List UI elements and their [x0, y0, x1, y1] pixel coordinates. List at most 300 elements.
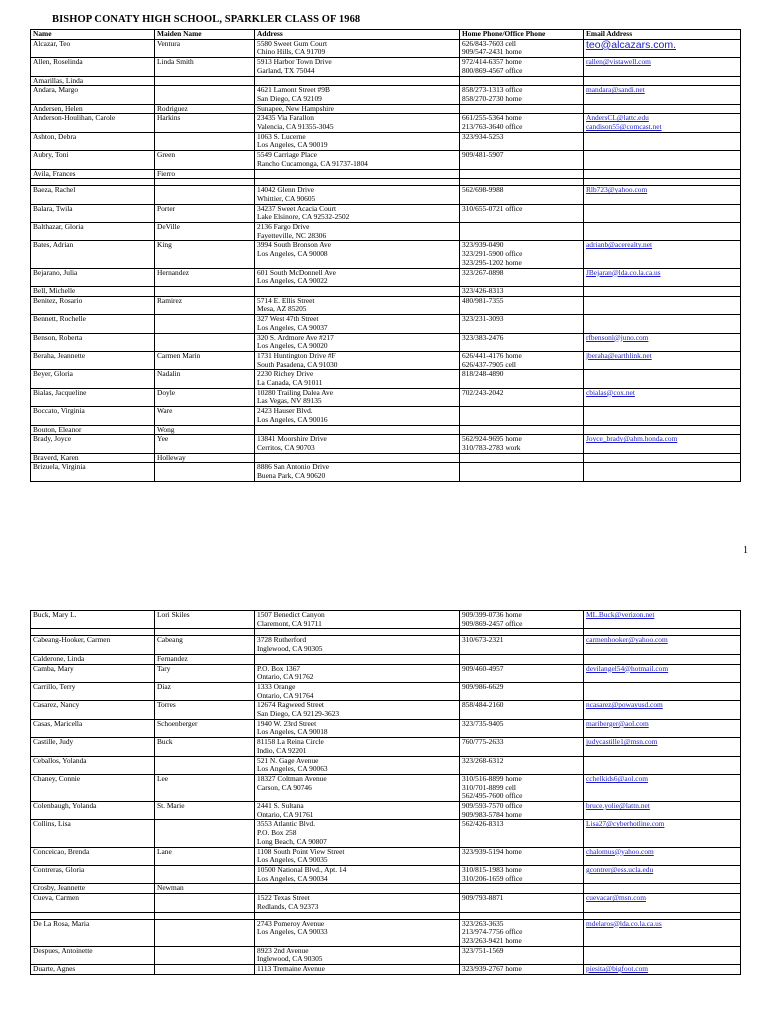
cell-line: 213/763-3640 office [462, 122, 523, 132]
cell-line: 3994 South Bronson Ave [257, 240, 331, 250]
address-cell [255, 407, 460, 425]
address-cell [255, 636, 460, 654]
cell-line: 323/291-5900 office [462, 249, 523, 259]
cell-line: Los Angeles, CA 90037 [257, 322, 328, 332]
cell-line: Inglewood, CA 90305 [257, 644, 323, 654]
phone-cell [460, 738, 584, 756]
cell-line: 323/939-5194 home [462, 847, 522, 856]
maiden-name-cell: King [155, 241, 255, 268]
address-cell [255, 453, 460, 463]
maiden-name-cell [155, 132, 255, 150]
table-row [31, 58, 741, 76]
table-row [31, 664, 741, 682]
cell-line: 858/270-2730 home [462, 93, 522, 103]
email-link[interactable]: ML.Buck@verizon.net [586, 610, 655, 619]
email-cell [584, 946, 741, 964]
name-cell: Cabeang-Hooker, Carmen [31, 636, 155, 654]
cell-line: 909/869-2457 office [462, 618, 523, 628]
cell-line: 10500 National Blvd., Apt. 14 [257, 865, 347, 874]
name-cell: Casas, Maricella [31, 719, 155, 737]
address-cell [255, 611, 460, 629]
cell-line: 323/231-3093 [462, 314, 504, 324]
email-cell [584, 894, 741, 912]
cell-line: 10280 Trailing Dalea Ave [257, 388, 334, 397]
cell-line: 521 N. Gage Avenue [257, 756, 319, 765]
phone-cell [460, 701, 584, 719]
name-cell: De La Rosa, Maria [31, 919, 155, 946]
phone-cell [460, 654, 584, 664]
address-cell [255, 425, 460, 435]
cell-line: 327 West 47th Street [257, 314, 319, 324]
address-cell [255, 774, 460, 801]
address-cell [255, 370, 460, 388]
maiden-name-cell: Yee [155, 435, 255, 453]
address-cell [255, 268, 460, 286]
maiden-name-cell: Holleway [155, 453, 255, 463]
blank-row [31, 912, 741, 919]
name-cell: Braverd, Karen [31, 453, 155, 463]
maiden-name-cell [155, 865, 255, 883]
maiden-name-cell: Buck [155, 738, 255, 756]
address-cell [255, 946, 460, 964]
table-row [31, 370, 741, 388]
maiden-name-cell: Doyle [155, 388, 255, 406]
maiden-name-cell [155, 186, 255, 204]
cell-line: 818/248-4890 [462, 369, 504, 379]
email-link[interactable]: mariberger@aol.com [586, 719, 649, 728]
phone-cell [460, 820, 584, 847]
cell-line: 562/426-8313 [462, 819, 504, 829]
name-cell: Amarillas, Linda [31, 76, 155, 86]
cell-line: 909/547-2431 home [462, 47, 522, 57]
table-header-row [31, 30, 741, 40]
name-cell: Buck, Mary L. [31, 611, 155, 629]
phone-cell [460, 894, 584, 912]
email-cell [584, 114, 741, 132]
phone-cell [460, 946, 584, 964]
cell-line: Redlands, CA 92373 [257, 901, 319, 911]
email-cell [584, 86, 741, 104]
email-cell [584, 847, 741, 865]
table-row [31, 802, 741, 820]
email-cell [584, 636, 741, 654]
email-cell [584, 370, 741, 388]
email-cell [584, 435, 741, 453]
email-link[interactable]: AndersCL@lattc.edu [586, 113, 649, 123]
name-cell: Anderson-Houlihan, Carole [31, 114, 155, 132]
email-link[interactable]: mdelaros@lda.co.la.ca.us [586, 919, 662, 928]
cell-line: 323/268-6312 [462, 756, 504, 765]
phone-cell [460, 664, 584, 682]
cell-line: 972/414-6357 home [462, 57, 522, 67]
address-cell [255, 682, 460, 700]
phone-cell [460, 58, 584, 76]
table-row [31, 333, 741, 351]
phone-cell [460, 86, 584, 104]
email-link[interactable]: piesita@bigfoot.com [586, 964, 649, 974]
phone-cell [460, 965, 584, 975]
email-link[interactable]: teo@alcazars.com. [586, 39, 677, 51]
email-link[interactable]: rfbensonl@juno.com [586, 333, 649, 342]
phone-cell [460, 611, 584, 629]
cell-line: Ontario, CA 91762 [257, 672, 314, 682]
cell-line: 310/206-1659 office [462, 873, 523, 883]
email-cell [584, 820, 741, 847]
cell-line: 909/460-4957 [462, 664, 504, 673]
table-row [31, 151, 741, 169]
email-link[interactable]: devilangel54@hotmail.com [586, 664, 669, 673]
email-link[interactable]: Rlb723@yahoo.com [586, 185, 648, 195]
table-row [31, 946, 741, 964]
cell-line: 310/701-8899 cell [462, 782, 516, 792]
phone-cell [460, 847, 584, 865]
phone-cell [460, 425, 584, 435]
cell-line: 323/267-0898 [462, 268, 504, 277]
cell-line: Fayetteville, NC 28306 [257, 230, 327, 240]
maiden-name-cell [155, 333, 255, 351]
maiden-name-cell [155, 756, 255, 774]
cell-line: 12674 Ragweed Street [257, 700, 324, 710]
table-row [31, 286, 741, 296]
address-cell [255, 223, 460, 241]
address-cell [255, 204, 460, 222]
cell-line: 323/383-2476 [462, 333, 504, 342]
cell-line: 323/735-9405 [462, 719, 504, 728]
name-cell: Balara, Twila [31, 204, 155, 222]
email-cell [584, 701, 741, 719]
name-cell: Beyer, Gloria [31, 370, 155, 388]
email-cell [584, 425, 741, 435]
name-cell: Balthazar, Gloria [31, 223, 155, 241]
cell-line: 23435 Via Farallon [257, 113, 314, 123]
name-cell: Bialas, Jacqueline [31, 388, 155, 406]
name-cell: Conceicao, Brenda [31, 847, 155, 865]
cell-line: Inglewood, CA 90305 [257, 954, 323, 964]
column-header-name: Name [31, 30, 155, 40]
address-cell [255, 333, 460, 351]
cell-line: Ontario, CA 91761 [257, 809, 314, 819]
table-row [31, 39, 741, 57]
cell-line: 2230 Richey Drive [257, 369, 314, 379]
email-cell [584, 865, 741, 883]
cell-line: 480/981-7355 [462, 296, 504, 305]
phone-cell [460, 407, 584, 425]
cell-line: Los Angeles, CA 90020 [257, 341, 328, 351]
address-cell [255, 820, 460, 847]
table-row [31, 104, 741, 114]
maiden-name-cell: Newman [155, 884, 255, 894]
name-cell: Cueva, Carmen [31, 894, 155, 912]
name-cell: Benson, Roberta [31, 333, 155, 351]
phone-cell [460, 315, 584, 333]
column-header-phone: Home Phone/Office Phone [460, 30, 584, 40]
blank-cell [584, 179, 741, 186]
email-cell [584, 186, 741, 204]
phone-cell [460, 774, 584, 801]
address-cell [255, 39, 460, 57]
table-row [31, 847, 741, 865]
email-cell [584, 884, 741, 894]
cell-line: Cerritos, CA 90703 [257, 442, 315, 452]
phone-cell [460, 636, 584, 654]
maiden-name-cell [155, 894, 255, 912]
cell-line: 1063 S. Lucerne [257, 132, 306, 141]
name-cell: Allen, Roselinda [31, 58, 155, 76]
email-cell [584, 664, 741, 682]
maiden-name-cell: Ware [155, 407, 255, 425]
phone-cell [460, 435, 584, 453]
cell-line: 2441 S. Sultana [257, 801, 304, 811]
table-row [31, 738, 741, 756]
blank-cell [460, 912, 584, 919]
cell-line: 562/924-9695 home [462, 434, 522, 444]
cell-line: Ontario, CA 91764 [257, 690, 314, 700]
cell-line: Rancho Cucamonga, CA 91737-1804 [257, 158, 368, 168]
cell-line: 323/295-1202 home [462, 257, 522, 267]
address-cell [255, 463, 460, 481]
cell-line: 626/843-7603 cell [462, 39, 516, 48]
cell-line: Sunapee, New Hampshire [257, 104, 334, 113]
email-cell [584, 58, 741, 76]
phone-cell [460, 186, 584, 204]
email-link[interactable]: jberaha@earthlink.net [586, 351, 652, 360]
address-cell [255, 151, 460, 169]
cell-line: 858/273-1313 office [462, 85, 523, 95]
email-link[interactable]: Lisa27@cyberhotline.com [586, 819, 665, 829]
address-cell [255, 296, 460, 314]
email-link[interactable]: mandara@sandi.net [586, 85, 645, 95]
cell-line: 13841 Moorshire Drive [257, 434, 327, 444]
address-cell [255, 132, 460, 150]
name-cell: Casarez, Nancy [31, 701, 155, 719]
maiden-name-cell [155, 86, 255, 104]
maiden-name-cell: Rodriguez [155, 104, 255, 114]
cell-line: 3728 Rutherford [257, 635, 307, 645]
name-cell: Boccato, Virginia [31, 407, 155, 425]
table-row [31, 315, 741, 333]
blank-cell [155, 629, 255, 636]
cell-line: 323/934-5253 [462, 132, 504, 141]
table-row [31, 76, 741, 86]
email-cell [584, 388, 741, 406]
email-cell [584, 104, 741, 114]
phone-cell [460, 388, 584, 406]
cell-line: 1731 Huntington Drive #F [257, 351, 336, 360]
email-cell [584, 333, 741, 351]
table-row [31, 774, 741, 801]
name-cell: Avila, Frances [31, 169, 155, 179]
email-cell [584, 351, 741, 369]
maiden-name-cell: Fernandez [155, 654, 255, 664]
table-row [31, 463, 741, 481]
table-row [31, 820, 741, 847]
maiden-name-cell: Lane [155, 847, 255, 865]
address-cell [255, 286, 460, 296]
address-cell [255, 701, 460, 719]
phone-cell [460, 719, 584, 737]
cell-line: 3553 Atlantic Blvd. [257, 819, 316, 829]
address-cell [255, 965, 460, 975]
phone-cell [460, 351, 584, 369]
cell-line: 14042 Glenn Drive [257, 185, 315, 195]
maiden-name-cell: Ramirez [155, 296, 255, 314]
email-cell [584, 802, 741, 820]
maiden-name-cell: Fierro [155, 169, 255, 179]
blank-cell [31, 179, 155, 186]
email-link[interactable]: rallen@vistawell.com [586, 57, 651, 67]
email-link[interactable]: chalomus@yahoo.com [586, 847, 654, 856]
email-link[interactable]: adrianb@acerealty.net [586, 240, 653, 250]
document-title: BISHOP CONATY HIGH SCHOOL, SPARKLER CLASS OF 1968 [52, 14, 361, 25]
blank-cell [460, 179, 584, 186]
email-cell [584, 463, 741, 481]
email-link[interactable]: judycastille1@msn.com [586, 737, 658, 747]
address-cell [255, 894, 460, 912]
maiden-name-cell: Porter [155, 204, 255, 222]
phone-cell [460, 865, 584, 883]
phone-cell [460, 286, 584, 296]
name-cell: Calderone, Linda [31, 654, 155, 664]
cell-line: 626/437-7905 cell [462, 359, 516, 369]
cell-line: South Pasadena, CA 91030 [257, 359, 338, 369]
table-row [31, 86, 741, 104]
cell-line: 1940 W. 23rd Street [257, 719, 317, 728]
maiden-name-cell [155, 76, 255, 86]
address-cell [255, 104, 460, 114]
phone-cell [460, 104, 584, 114]
cell-line: Los Angeles, CA 90008 [257, 249, 328, 259]
cell-line: 5913 Harbor Town Drive [257, 57, 332, 67]
table-row [31, 701, 741, 719]
table-row [31, 169, 741, 179]
email-cell [584, 223, 741, 241]
cell-line: 1113 Tremaine Avenue [257, 964, 325, 974]
name-cell: Ashton, Debra [31, 132, 155, 150]
email-cell [584, 76, 741, 86]
cell-line: San Diego, CA 92129-3623 [257, 709, 340, 719]
cell-line: Buena Park, CA 90620 [257, 471, 326, 481]
email-cell [584, 132, 741, 150]
name-cell: Aubry, Toni [31, 151, 155, 169]
cell-line: 800/869-4567 office [462, 65, 523, 75]
email-link[interactable]: gcontrer@ess.ucla.edu [586, 865, 654, 874]
cell-line: 310/655-0721 office [462, 204, 523, 213]
name-cell: Carrillo, Terry [31, 682, 155, 700]
maiden-name-cell: Harkins [155, 114, 255, 132]
table-row [31, 223, 741, 241]
table-row [31, 351, 741, 369]
cell-line: 213/974-7756 office [462, 927, 523, 937]
cell-line: 5549 Carriage Place [257, 150, 317, 160]
name-cell: Baeza, Rachel [31, 186, 155, 204]
name-cell: Bouton, Eleanor [31, 425, 155, 435]
cell-line: 661/255-5364 home [462, 113, 522, 123]
name-cell: Bennett, Rochelle [31, 315, 155, 333]
blank-cell [460, 629, 584, 636]
cell-line: 81158 La Reina Circle [257, 737, 324, 747]
email-cell [584, 719, 741, 737]
cell-line: San Diego, CA 92109 [257, 93, 322, 103]
phone-cell [460, 204, 584, 222]
maiden-name-cell [155, 463, 255, 481]
table-row [31, 756, 741, 774]
address-cell [255, 756, 460, 774]
email-cell [584, 738, 741, 756]
blank-cell [255, 629, 460, 636]
cell-line: 5580 Sweet Gum Court [257, 39, 328, 48]
email-link[interactable]: candison55@comcast.net [586, 122, 662, 132]
table-row [31, 388, 741, 406]
maiden-name-cell [155, 965, 255, 975]
maiden-name-cell [155, 946, 255, 964]
roster-table-page-2 [30, 610, 741, 975]
email-link[interactable]: JBejaran@lda.co.la.ca.us [586, 268, 661, 277]
phone-cell [460, 756, 584, 774]
cell-line: 320 S. Ardmore Ave #217 [257, 333, 334, 342]
name-cell: Benitez, Rosario [31, 296, 155, 314]
cell-line: 909/986-6629 [462, 682, 504, 691]
email-link[interactable]: cbialas@cox.net [586, 388, 635, 397]
blank-row [31, 179, 741, 186]
cell-line: Las Vegas, NV 89135 [257, 396, 322, 406]
table-row [31, 884, 741, 894]
email-link[interactable]: Joyce_brady@ahm.honda.com [586, 434, 678, 444]
cell-line: 909/481-5907 [462, 150, 504, 160]
email-link[interactable]: ncasarez@powayusd.com [586, 700, 663, 710]
roster-body-page-1 [31, 39, 741, 481]
address-cell [255, 919, 460, 946]
address-cell [255, 351, 460, 369]
email-link[interactable]: cchelkids6@aol.com [586, 774, 649, 783]
blank-cell [255, 912, 460, 919]
email-link[interactable]: carmenhooker@yahoo.com [586, 635, 668, 645]
cell-line: Long Beach, CA 90807 [257, 836, 327, 846]
maiden-name-cell: Hernandez [155, 268, 255, 286]
email-cell [584, 611, 741, 629]
table-row [31, 865, 741, 883]
maiden-name-cell: Tary [155, 664, 255, 682]
address-cell [255, 884, 460, 894]
roster-body-page-2 [31, 611, 741, 975]
table-row [31, 453, 741, 463]
cell-line: 626/441-4176 home [462, 351, 522, 360]
cell-line: P.O. Box 1367 [257, 664, 301, 673]
address-cell [255, 719, 460, 737]
email-cell [584, 407, 741, 425]
email-cell [584, 169, 741, 179]
cell-line: Los Angeles, CA 90035 [257, 855, 328, 865]
cell-line: Los Angeles, CA 90018 [257, 727, 328, 737]
email-link[interactable]: cuevacar@msn.com [586, 893, 646, 903]
address-cell [255, 654, 460, 664]
name-cell: Beraha, Jeannette [31, 351, 155, 369]
email-link[interactable]: bruce.yolie@lattn.net [586, 801, 650, 811]
table-row [31, 132, 741, 150]
address-cell [255, 865, 460, 883]
maiden-name-cell [155, 315, 255, 333]
cell-line: 8886 San Antonio Drive [257, 462, 330, 472]
phone-cell [460, 76, 584, 86]
cell-line: Carson, CA 90746 [257, 782, 312, 792]
address-cell [255, 738, 460, 756]
cell-line: Chino Hills, CA 91709 [257, 47, 326, 57]
cell-line: 310/783-2783 work [462, 442, 521, 452]
cell-line: Valencia, CA 91355-3045 [257, 122, 334, 132]
email-cell [584, 315, 741, 333]
table-row [31, 435, 741, 453]
cell-line: Lake Elsinore, CA 92532-2502 [257, 212, 350, 222]
address-cell [255, 114, 460, 132]
